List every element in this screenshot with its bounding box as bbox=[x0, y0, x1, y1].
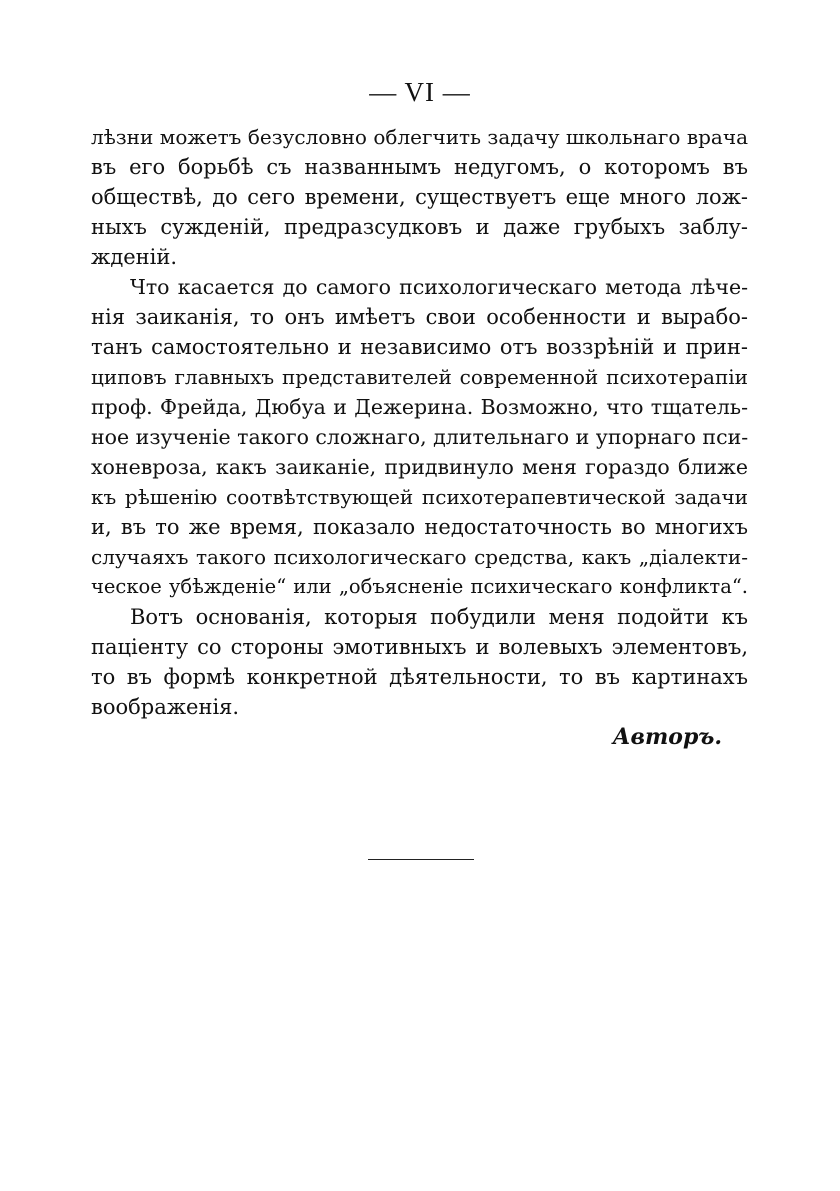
text-line: Что касается до самого психологическаго метода лѣче- bbox=[130, 275, 748, 299]
text-line: ческое убѣжденіе“ или „объясненіе психическаго конфликта“. bbox=[91, 575, 748, 598]
text-line: танъ самостоятельно и независимо отъ воззрѣній и прин- bbox=[91, 335, 748, 359]
text-line: лѣзни можетъ безусловно облегчить задачу школьнаго врача bbox=[91, 125, 748, 149]
text-line: ныхъ сужденій, предразсудковъ и даже грубыхъ заблу- bbox=[91, 215, 748, 239]
text-line: обществѣ, до сего времени, существуетъ еще много лож- bbox=[91, 185, 748, 209]
text-line: въ его борьбѣ съ названнымъ недугомъ, о которомъ въ bbox=[91, 155, 748, 179]
text-line: паціенту со стороны эмотивныхъ и волевыхъ элементовъ, bbox=[91, 635, 748, 659]
text-line: къ рѣшенію соотвѣтствующей психотерапевтической задачи bbox=[91, 485, 748, 509]
author-signature: Авторъ. bbox=[612, 724, 722, 750]
body-text bbox=[91, 122, 748, 722]
text-line: случаяхъ такого психологическаго средства, какъ „діалекти- bbox=[91, 545, 748, 569]
text-line: жденій. bbox=[91, 245, 178, 269]
text-line: Вотъ основанія, которыя побудили меня подойти къ bbox=[130, 605, 748, 629]
page-number: — VI — bbox=[369, 77, 471, 107]
text-line: воображенія. bbox=[91, 695, 240, 719]
text-line: то въ формѣ конкретной дѣятельности, то въ картинахъ bbox=[91, 665, 748, 689]
text-line: проф. Фрейда, Дюбуа и Дежерина. Возможно, что тщатель- bbox=[91, 395, 748, 419]
text-line: и, въ то же время, показало недостаточность во многихъ bbox=[91, 515, 748, 539]
text-line: циповъ главныхъ представителей современной психотерапіи bbox=[91, 365, 748, 389]
text-line: нія заиканія, то онъ имѣетъ свои особенности и вырабо- bbox=[91, 305, 748, 329]
text-line: ное изученіе такого сложнаго, длительнаго и упорнаго пси- bbox=[91, 425, 749, 449]
text-line: хоневроза, какъ заиканіе, придвинуло меня гораздо ближе bbox=[91, 455, 748, 479]
closing-rule bbox=[368, 859, 474, 860]
